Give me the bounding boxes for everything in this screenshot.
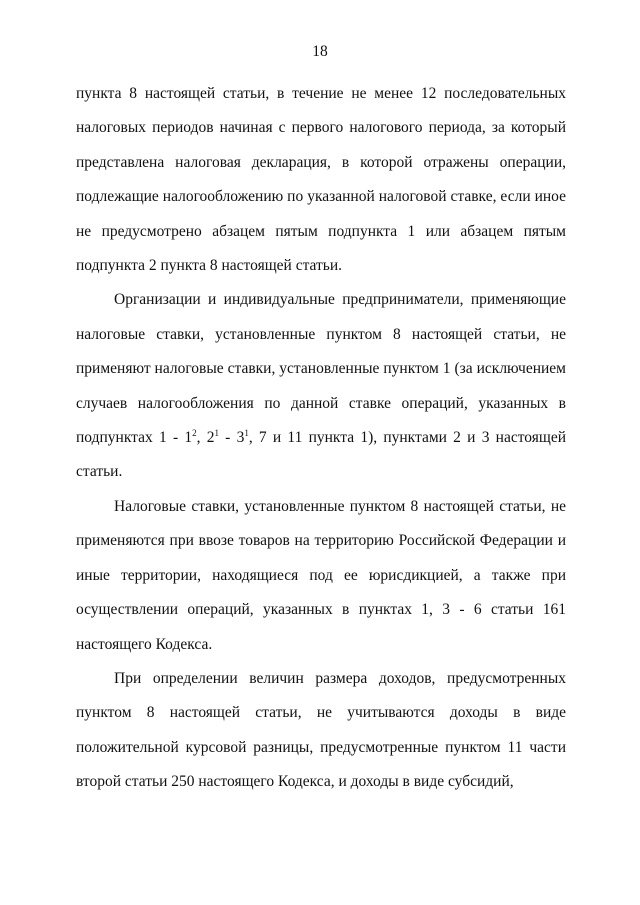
superscript-1: 2 [192,428,197,439]
document-body [76,77,566,800]
paragraph-2-text-b: , 2 [196,429,215,447]
paragraph-2-text-d: , 7 и 11 пункта 1), пунктами 2 и 3 настоящей статьи. [76,429,566,481]
paragraph-2-text-a: Организации и индивидуальные предприниматели, применяющие налоговые ставки, установленные пунктом 8 настоящей статьи, не применяют налоговые ставки, установленные пунктом 1 (за исключением случаев налогообложения по данной ставке операций, указанных в подпунктах 1 - 1 [76,291,566,447]
paragraph-4: При определении величин размера доходов, предусмотренных пунктом 8 настоящей статьи, не учитываются доходы в виде положительной курсовой разницы, предусмотренные пунктом 11 части второй статьи 250 настоящего Кодекса, и доходы в виде субсидий, [76,669,566,791]
paragraph-2-text-c: - 3 [218,429,245,447]
paragraph-2 [76,283,566,489]
page-number: 18 [312,43,328,60]
paragraph-1: пункта 8 настоящей статьи, в течение не менее 12 последовательных налоговых периодов начиная с первого налогового периода, за который представлена налоговая декларация, в которой отражены операции, подлежащие налогообложению по указанной налоговой ставке, если иное не предусмотрено абзацем пятым подпункта 1 или абзацем пятым подпункта 2 пункта 8 настоящей статьи. [76,85,566,275]
superscript-3: 1 [244,428,249,439]
paragraph-3: Налоговые ставки, установленные пунктом 8 настоящей статьи, не применяются при ввозе товаров на территорию Российской Федерации и иные территории, находящиеся под ее юрисдикцией, а также при осуществлении операций, указанных в пунктах 1, 3 - 6 статьи 161 настоящего Кодекса. [76,497,566,653]
superscript-2: 1 [214,428,219,439]
